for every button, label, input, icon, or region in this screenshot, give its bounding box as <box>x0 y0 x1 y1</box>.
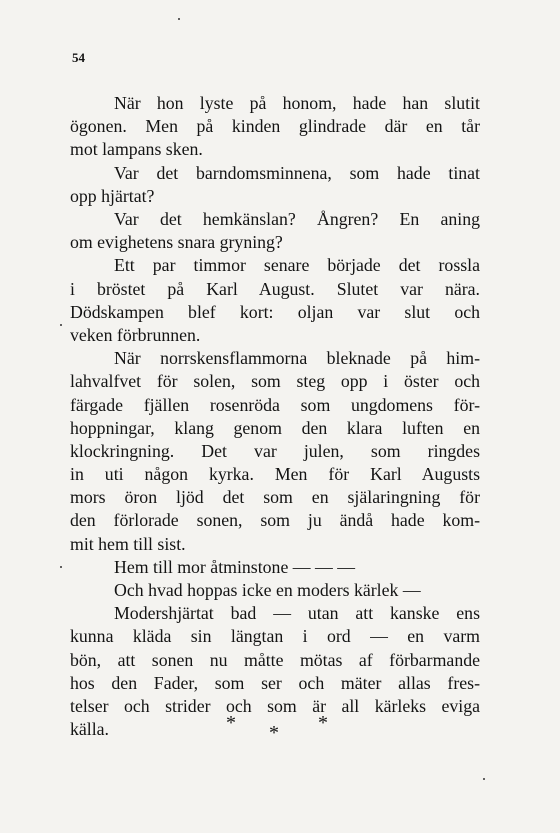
text-line: När norrskensflammorna bleknade på him- <box>114 348 480 369</box>
page-number: 54 <box>72 50 85 65</box>
text-line: Var det barndomsminnena, som hade tinat <box>114 162 480 183</box>
text-line: Ett par timmor senare började det rossla <box>114 255 480 276</box>
body-text <box>70 92 480 741</box>
text-line: ögonen. Men på kinden glindrade där en tår <box>70 116 480 137</box>
text-line: När hon lyste på honom, hade han slutit <box>114 93 480 113</box>
text-line: den förlorade sonen, som ju ändå hade kom- <box>70 510 480 531</box>
text-line: kunna kläda sin längtan i ord — en varm <box>70 626 480 647</box>
section-ornament <box>0 710 560 744</box>
ornament-star: * <box>318 712 328 734</box>
text-line: Var det hemkänslan? Ångren? En aning <box>114 208 480 229</box>
text-line: Och hvad hoppas icke en moders kärlek — <box>114 580 421 601</box>
print-speck <box>60 566 62 568</box>
text-line: hoppningar, klang genom den klara luften en <box>70 417 480 438</box>
print-speck <box>60 324 62 326</box>
text-line: hos den Fader, som ser och mäter allas fres- <box>70 672 480 693</box>
text-line: i bröstet på Karl August. Slutet var nära. <box>70 278 480 299</box>
text-line: lahvalfvet för solen, som steg opp i öster och <box>70 371 480 392</box>
text-line: om evighetens snara gryning? <box>70 232 283 253</box>
print-speck <box>483 778 485 780</box>
print-speck <box>178 18 180 20</box>
text-line: mors öron ljöd det som en själaringning för <box>70 487 480 508</box>
text-line: mit hem till sist. <box>70 533 186 554</box>
text-line: bön, att sonen nu måtte mötas af förbarmande <box>70 649 480 670</box>
text-line: veken förbrunnen. <box>70 324 201 345</box>
text-line: telser och strider och som är all kärleks eviga <box>70 695 480 716</box>
text-line: mot lampans sken. <box>70 139 203 160</box>
text-line: klockringning. Det var julen, som ringdes <box>70 440 480 461</box>
ornament-star: * <box>269 722 279 744</box>
ornament-star: * <box>226 712 236 734</box>
text-line: källa. <box>70 719 110 740</box>
text-line: Dödskampen blef kort: oljan var slut och <box>70 301 480 322</box>
text-line: Modershjärtat bad — utan att kanske ens <box>114 603 480 624</box>
text-line: in uti någon kyrka. Men för Karl Augusts <box>70 464 480 485</box>
text-line: färgade fjällen rosenröda som ungdomens för- <box>70 394 480 415</box>
text-line: Hem till mor åtminstone — — — <box>114 556 356 577</box>
text-line: opp hjärtat? <box>70 185 155 206</box>
